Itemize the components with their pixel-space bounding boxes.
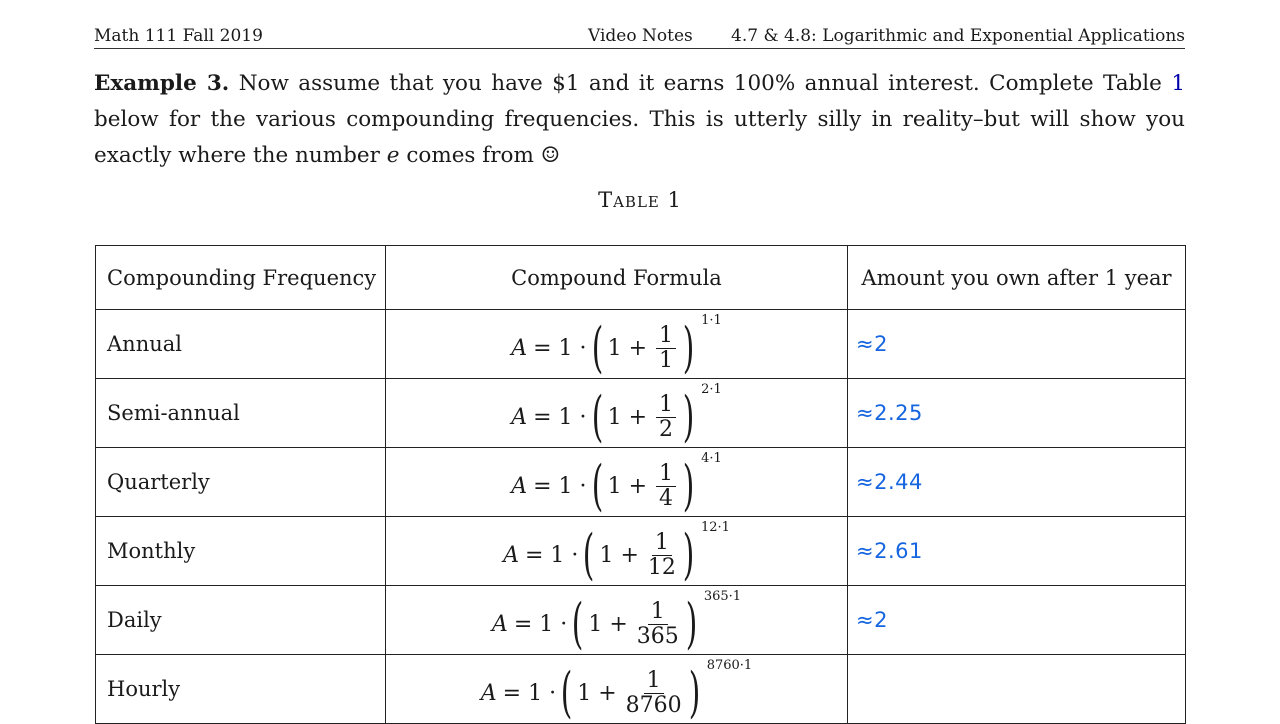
formula-one: 1 (607, 473, 622, 499)
fraction-numerator: 1 (656, 394, 676, 418)
fraction (656, 460, 676, 511)
formula-cell (386, 517, 848, 586)
paren-close: ) (682, 454, 695, 517)
paren-open: ( (571, 592, 584, 655)
formula-exponent: 4·1 (701, 451, 722, 466)
formula-exponent: 12·1 (700, 520, 730, 535)
formula-plus: + (628, 404, 648, 430)
formula-exponent: 365·1 (703, 589, 742, 604)
paren-open: ( (560, 661, 573, 724)
header-frequency: Compounding Frequency (96, 246, 386, 310)
formula-lhs: A (503, 542, 519, 568)
fraction-numerator: 1 (648, 601, 668, 625)
formula-plus: + (628, 473, 648, 499)
formula-principal: 1 (550, 542, 565, 568)
fraction-denominator: 12 (647, 554, 676, 580)
table-caption: Table 1 (598, 188, 682, 212)
formula-one: 1 (607, 404, 622, 430)
frequency-cell (96, 586, 386, 655)
frequency-cell (96, 517, 386, 586)
formula-lhs: A (511, 404, 528, 430)
frequency-label: Hourly (107, 677, 181, 701)
formula-equals: = (513, 611, 533, 637)
fraction-numerator: 1 (656, 325, 676, 349)
paren-open: ( (591, 454, 603, 517)
fraction-denominator: 4 (659, 485, 674, 511)
answer-cell[interactable] (848, 655, 1186, 724)
formula-plus: + (628, 335, 648, 361)
formula-exponent: 1·1 (701, 313, 722, 328)
example-paragraph (94, 66, 1185, 174)
formula-principal: 1 (558, 473, 573, 499)
formula-lhs: A (480, 680, 497, 706)
compound-formula (491, 589, 742, 655)
formula-exponent: 8760·1 (706, 658, 753, 673)
frequency-cell (96, 310, 386, 379)
formula-dot: · (579, 404, 587, 430)
table-row (96, 379, 1186, 448)
answer-cell[interactable] (848, 310, 1186, 379)
formula-principal: 1 (539, 611, 554, 637)
frequency-label: Annual (107, 332, 182, 356)
formula-equals: = (533, 335, 552, 361)
formula-cell (386, 655, 848, 724)
formula-equals: = (502, 680, 522, 706)
formula-dot: · (571, 542, 579, 568)
fraction (656, 391, 676, 442)
smiley-icon: ☺ (540, 143, 560, 168)
compound-formula (511, 313, 722, 379)
example-text-3: comes from (406, 143, 534, 168)
formula-plus: + (620, 542, 639, 568)
frequency-label: Quarterly (107, 470, 210, 494)
answer-cell[interactable] (848, 379, 1186, 448)
fraction-denominator: 2 (659, 416, 674, 442)
paren-close: ) (685, 592, 698, 655)
formula-principal: 1 (558, 335, 573, 361)
paren-close: ) (682, 316, 695, 379)
formula-one: 1 (577, 680, 592, 706)
formula-one: 1 (599, 542, 614, 568)
answer-cell[interactable] (848, 586, 1186, 655)
table-reference-link[interactable]: 1 (1171, 71, 1186, 96)
formula-plus: + (609, 611, 628, 637)
formula-exponent: 2·1 (701, 382, 722, 397)
paren-open: ( (583, 523, 595, 586)
fraction (636, 598, 679, 649)
paren-open: ( (591, 385, 603, 448)
formula-dot: · (579, 473, 587, 499)
formula-dot: · (549, 680, 557, 706)
formula-lhs: A (491, 611, 508, 637)
example-label: Example 3. (94, 71, 230, 96)
table-header-row (96, 246, 1186, 310)
fraction-numerator: 1 (644, 670, 664, 694)
formula-principal: 1 (558, 404, 573, 430)
formula-equals: = (533, 404, 552, 430)
header-amount: Amount you own after 1 year (848, 246, 1186, 310)
frequency-cell (96, 655, 386, 724)
doc-type: Video Notes (588, 26, 693, 46)
formula-cell (386, 448, 848, 517)
fraction-denominator: 1 (659, 347, 674, 373)
fraction-denominator: 365 (636, 623, 679, 649)
handwritten-answer: ≈2 (856, 332, 888, 356)
formula-cell (386, 586, 848, 655)
compounding-table (95, 245, 1186, 724)
formula-principal: 1 (528, 680, 543, 706)
formula-plus: + (598, 680, 617, 706)
handwritten-answer: ≈2.44 (856, 470, 923, 494)
answer-cell[interactable] (848, 448, 1186, 517)
paren-close: ) (682, 523, 695, 586)
answer-cell[interactable] (848, 517, 1186, 586)
example-text-2: below for the various compounding frequencies. This is utterly silly in reality–but will show you exactly where the number (94, 107, 1185, 168)
formula-dot: · (560, 611, 568, 637)
paren-close: ) (682, 385, 695, 448)
frequency-label: Semi-annual (107, 401, 240, 425)
formula-equals: = (533, 473, 552, 499)
formula-lhs: A (511, 335, 528, 361)
table-row (96, 310, 1186, 379)
formula-lhs: A (511, 473, 528, 499)
frequency-cell (96, 379, 386, 448)
fraction (647, 529, 676, 580)
formula-one: 1 (588, 611, 603, 637)
paren-close: ) (688, 661, 700, 724)
handwritten-answer: ≈2 (856, 608, 888, 632)
paren-open: ( (591, 316, 603, 379)
formula-one: 1 (607, 335, 622, 361)
frequency-cell (96, 448, 386, 517)
fraction-numerator: 1 (656, 463, 676, 487)
variable-e: e (386, 143, 400, 168)
table-row (96, 655, 1186, 724)
frequency-label: Monthly (107, 539, 196, 563)
fraction-denominator: 8760 (625, 692, 682, 718)
fraction-numerator: 1 (652, 532, 672, 556)
frequency-label: Daily (107, 608, 162, 632)
compound-formula (511, 382, 722, 448)
formula-equals: = (524, 542, 544, 568)
formula-cell (386, 310, 848, 379)
section-title: 4.7 & 4.8: Logarithmic and Exponential Applications (731, 26, 1185, 46)
page-header (94, 24, 1185, 49)
fraction (625, 667, 682, 718)
handwritten-answer: ≈2.61 (856, 539, 923, 563)
compound-formula (480, 658, 753, 724)
table-row (96, 517, 1186, 586)
table-row (96, 586, 1186, 655)
example-text-1: Now assume that you have $1 and it earns 100% annual interest. Complete Table (238, 71, 1162, 96)
compound-formula (511, 451, 722, 517)
fraction (656, 322, 676, 373)
formula-dot: · (579, 335, 587, 361)
course-title: Math 111 Fall 2019 (94, 26, 263, 46)
compound-formula (503, 520, 730, 586)
header-formula: Compound Formula (386, 246, 848, 310)
handwritten-answer: ≈2.25 (856, 401, 923, 425)
table-row (96, 448, 1186, 517)
formula-cell (386, 379, 848, 448)
